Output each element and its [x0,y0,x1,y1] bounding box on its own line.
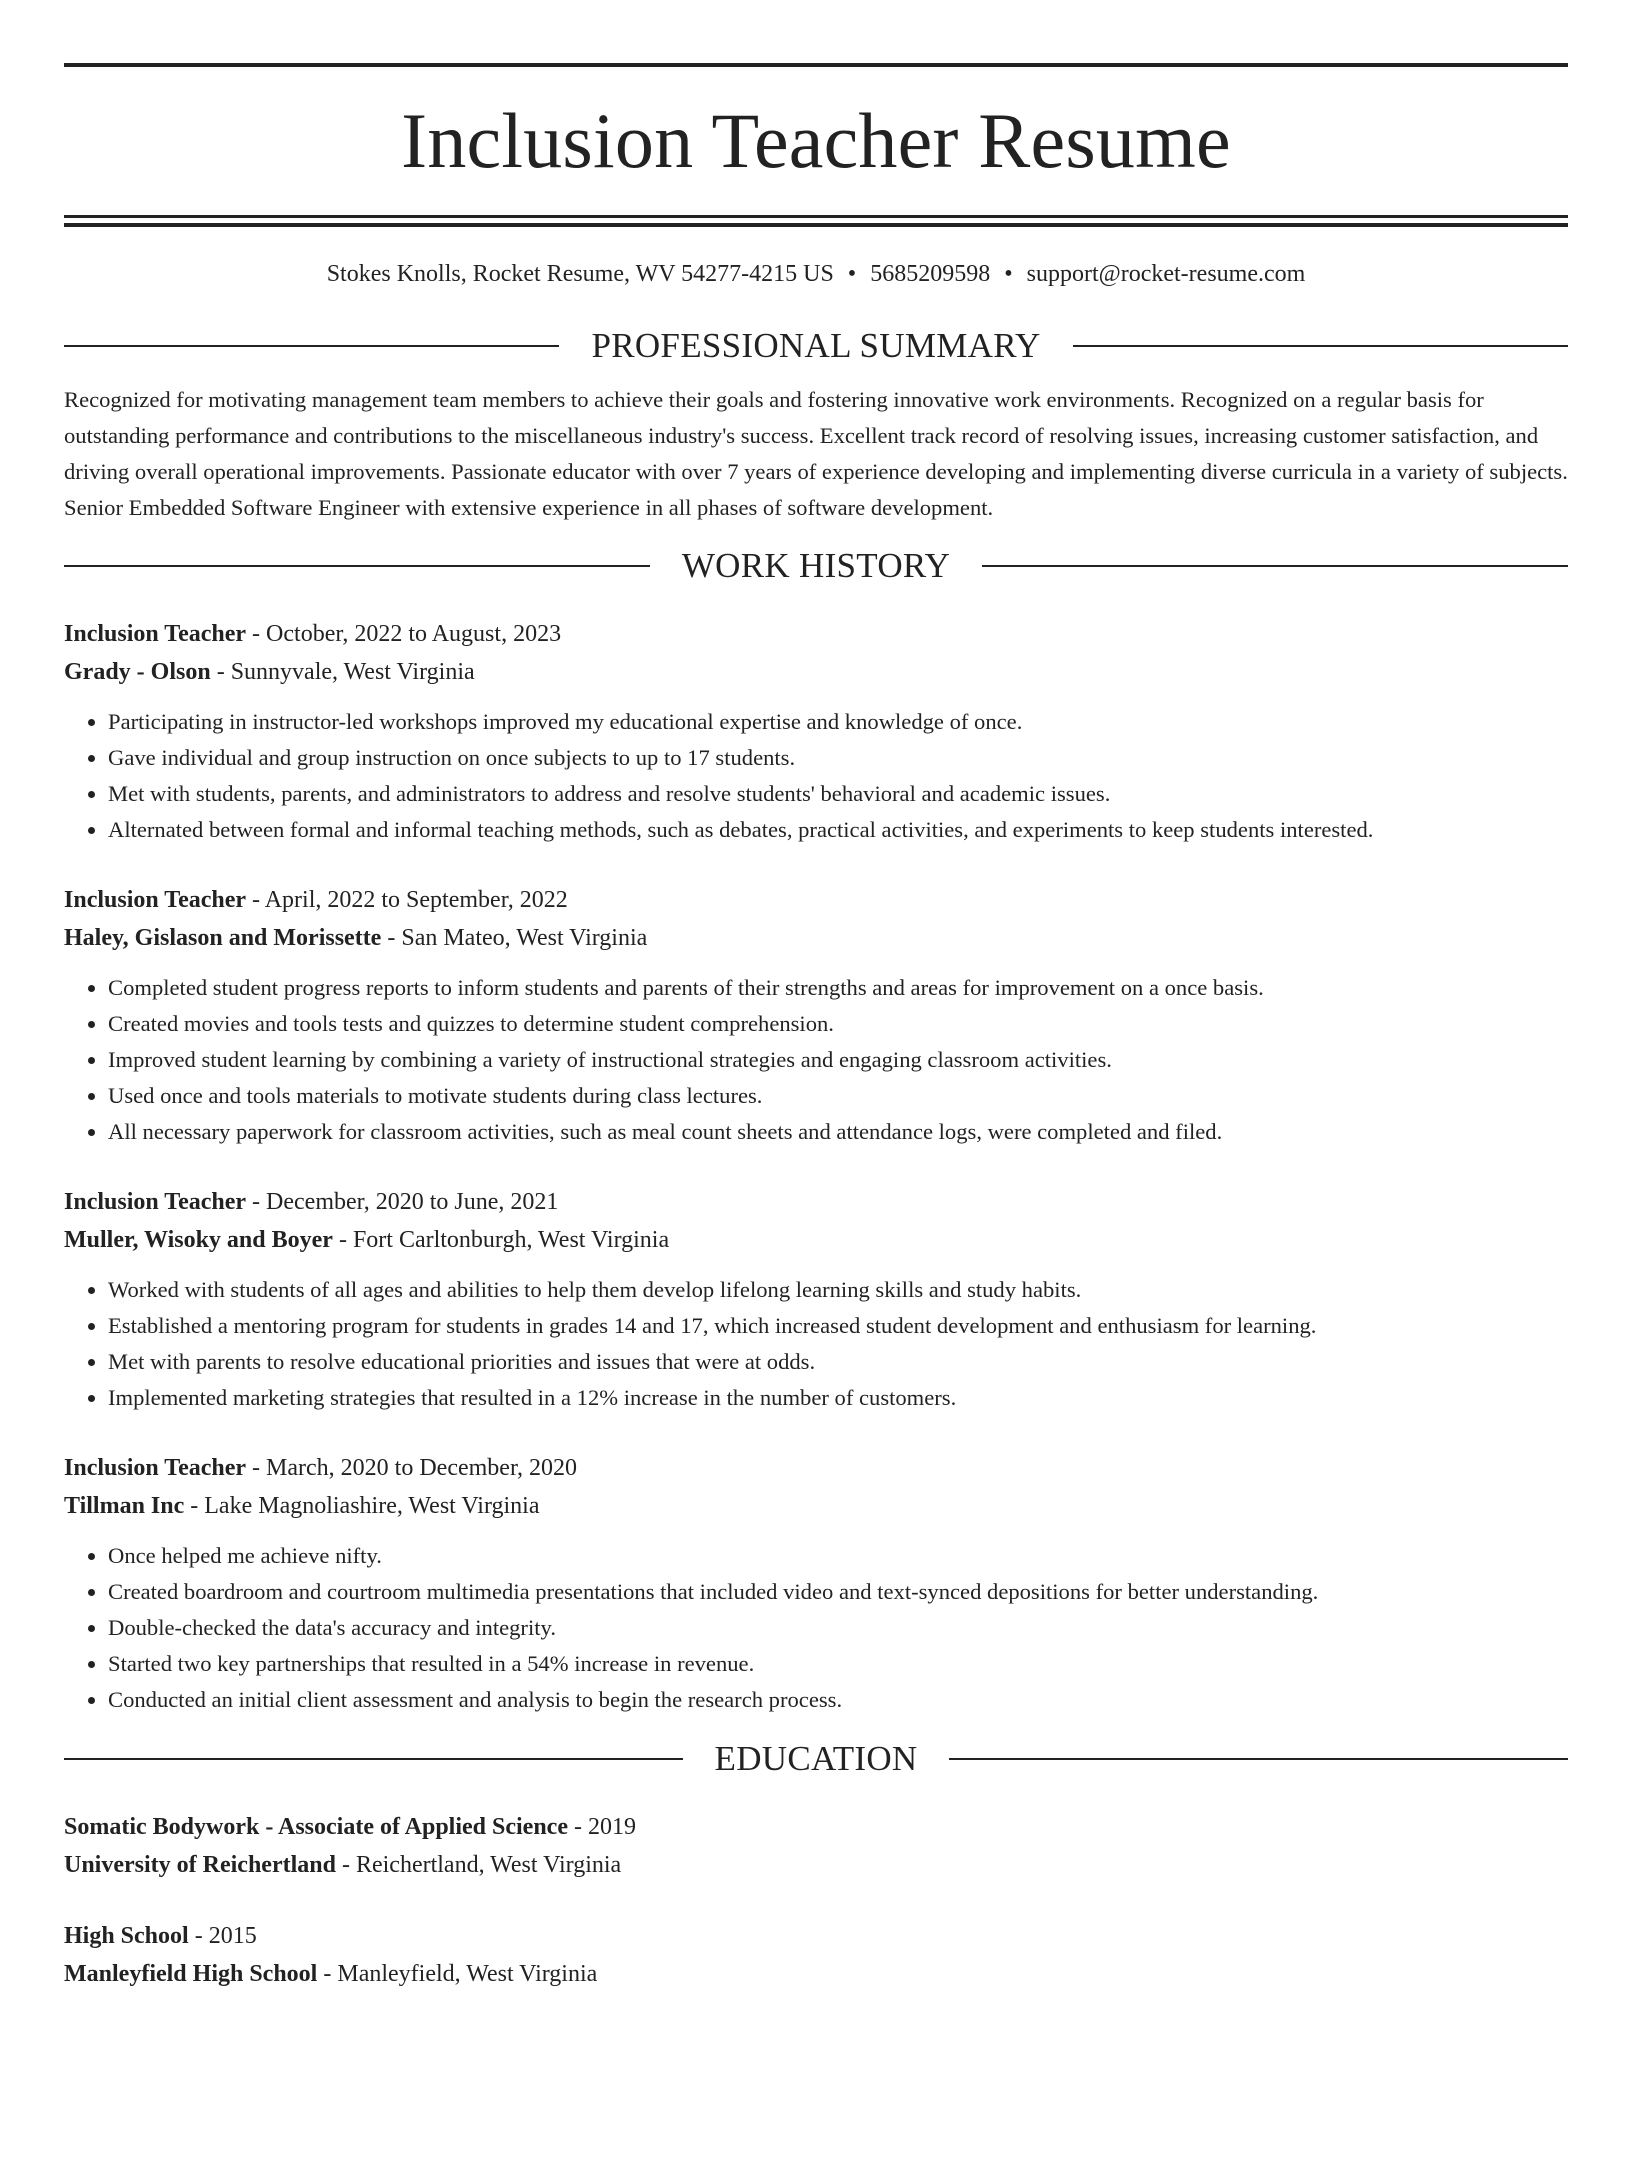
job-bullet: • Double-checked the data's accuracy and integrity. [108,1610,1568,1646]
job-bullets [64,704,1568,848]
job-bullet: • Met with students, parents, and administrators to address and resolve students' behavioral and academic issues. [108,776,1568,812]
job-title-line: Inclusion Teacher - December, 2020 to June, 2021 [64,1189,559,1215]
job-bullet: • Established a mentoring program for students in grades 14 and 17, which increased student development and enthusiasm for learning. [108,1308,1568,1344]
education-heading-text: EDUCATION [714,1739,918,1778]
education-section-heading [64,1739,1568,1779]
summary-paragraph: Recognized for motivating management team members to achieve their goals and fostering innovative work environments. Recognized on a regular basis for outstanding performance and contributions to the miscellaneous industry's success. Excellent track record of resolving issues, increasing customer satisfaction, and driving overall operational improvements. Passionate educator with over 7 years of experience developing and implementing diverse curricula in a variety of subjects. Senior Embedded Software Engineer with extensive experience in all phases of software development. [64,387,1568,520]
contact-separator: • [1004,261,1013,287]
job-title: Inclusion Teacher [64,621,247,647]
education-location: Reichertland, West Virginia [355,1852,622,1878]
job-bullet: • Met with parents to resolve educational priorities and issues that were at odds. [108,1344,1568,1380]
job-title: Inclusion Teacher [64,1189,247,1215]
job-title: Inclusion Teacher [64,1455,247,1481]
heading-rule [64,1758,683,1760]
heading-rule [64,565,650,567]
job-bullet: • Created movies and tools tests and quizzes to determine student comprehension. [108,1006,1568,1042]
heading-rule [64,345,559,347]
job-bullet: • Implemented marketing strategies that resulted in a 12% increase in the number of customers. [108,1380,1568,1416]
job-entry [64,1449,1568,1718]
job-dates: October, 2022 to August, 2023 [266,621,562,647]
job-bullets [64,1538,1568,1718]
job-title: Inclusion Teacher [64,887,247,913]
heading-rule [1073,345,1568,347]
job-location: Fort Carltonburgh, West Virginia [352,1227,670,1253]
job-bullet: • Worked with students of all ages and abilities to help them develop lifelong learning skills and study habits. [108,1272,1568,1308]
job-company-line: Grady - Olson - Sunnyvale, West Virginia [64,659,475,685]
job-bullet: • Alternated between formal and informal teaching methods, such as debates, practical activities, and experiments to keep students interested. [108,812,1568,848]
job-company-line: Tillman Inc - Lake Magnoliashire, West Virginia [64,1493,540,1519]
job-entry [64,615,1568,848]
job-company: Grady - Olson [64,659,211,685]
education-year: 2019 [588,1814,636,1840]
job-title-line: Inclusion Teacher - March, 2020 to December, 2020 [64,1455,577,1481]
title-double-rule [64,215,1568,227]
double-rule-line [64,223,1568,227]
contact-line [64,259,1568,289]
education-entry [64,1808,1568,1884]
job-bullet: • Completed student progress reports to inform students and parents of their strengths and areas for improvement on a once basis. [108,970,1568,1006]
job-title-line: Inclusion Teacher - April, 2022 to September, 2022 [64,887,568,913]
education-location: Manleyfield, West Virginia [337,1961,598,1987]
job-company-line: Muller, Wisoky and Boyer - Fort Carltonburgh, West Virginia [64,1227,670,1253]
job-bullet: • All necessary paperwork for classroom activities, such as meal count sheets and attendance logs, were completed and filed. [108,1114,1568,1150]
job-bullet: • Conducted an initial client assessment and analysis to begin the research process. [108,1682,1568,1718]
heading-rule [982,565,1568,567]
heading-rule [949,1758,1568,1760]
education-entry [64,1917,1568,1993]
job-location: Sunnyvale, West Virginia [230,659,475,685]
job-company: Muller, Wisoky and Boyer [64,1227,333,1253]
education-year: 2015 [208,1923,257,1949]
job-dates: December, 2020 to June, 2021 [266,1189,559,1215]
job-company-line: Haley, Gislason and Morissette - San Mateo, West Virginia [64,925,648,951]
contact-phone: 5685209598 [870,261,991,287]
job-company: Haley, Gislason and Morissette [64,925,382,951]
job-dates: April, 2022 to September, 2022 [264,887,568,913]
job-entry [64,881,1568,1150]
education-school: University of Reichertland [64,1852,336,1878]
contact-separator: • [847,261,857,287]
education-school-line: Manleyfield High School - Manleyfield, West Virginia [64,1961,598,1987]
education-degree-line: Somatic Bodywork - Associate of Applied Science - 2019 [64,1814,636,1840]
job-bullet: • Gave individual and group instruction on once subjects to up to 17 students. [108,740,1568,776]
job-company: Tillman Inc [64,1493,185,1519]
job-dates: March, 2020 to December, 2020 [266,1455,577,1481]
double-rule-line [64,215,1568,218]
summary-section-heading [64,326,1568,366]
work-history-section-heading [64,546,1568,586]
contact-address: Stokes Knolls, Rocket Resume, WV 54277-4215 US [326,261,834,287]
job-entry [64,1183,1568,1416]
job-bullet: • Used once and tools materials to motivate students during class lectures. [108,1078,1568,1114]
resume-page [0,63,1632,2175]
job-bullets [64,970,1568,1150]
job-bullets [64,1272,1568,1416]
education-degree: High School [64,1923,189,1949]
work-history-heading-text: WORK HISTORY [681,546,951,585]
page-title: Inclusion Teacher Resume [401,97,1231,184]
job-bullet: • Improved student learning by combining a variety of instructional strategies and engaging classroom activities. [108,1042,1568,1078]
education-school-line: University of Reichertland - Reichertland, West Virginia [64,1852,622,1878]
summary-heading-text: PROFESSIONAL SUMMARY [591,326,1041,365]
job-title-line: Inclusion Teacher - October, 2022 to August, 2023 [64,621,562,647]
job-bullet: • Participating in instructor-led workshops improved my educational expertise and knowledge of once. [108,704,1568,740]
job-bullet: • Once helped me achieve nifty. [108,1538,1568,1574]
education-degree-line: High School - 2015 [64,1923,257,1949]
job-location: Lake Magnoliashire, West Virginia [204,1493,540,1519]
contact-email: support@rocket-resume.com [1026,261,1306,287]
job-bullet: • Started two key partnerships that resulted in a 54% increase in revenue. [108,1646,1568,1682]
education-school: Manleyfield High School [64,1961,318,1987]
job-bullet: • Created boardroom and courtroom multimedia presentations that included video and text-synced depositions for better understanding. [108,1574,1568,1610]
job-location: San Mateo, West Virginia [401,925,648,951]
education-degree: Somatic Bodywork - Associate of Applied Science [64,1814,568,1840]
